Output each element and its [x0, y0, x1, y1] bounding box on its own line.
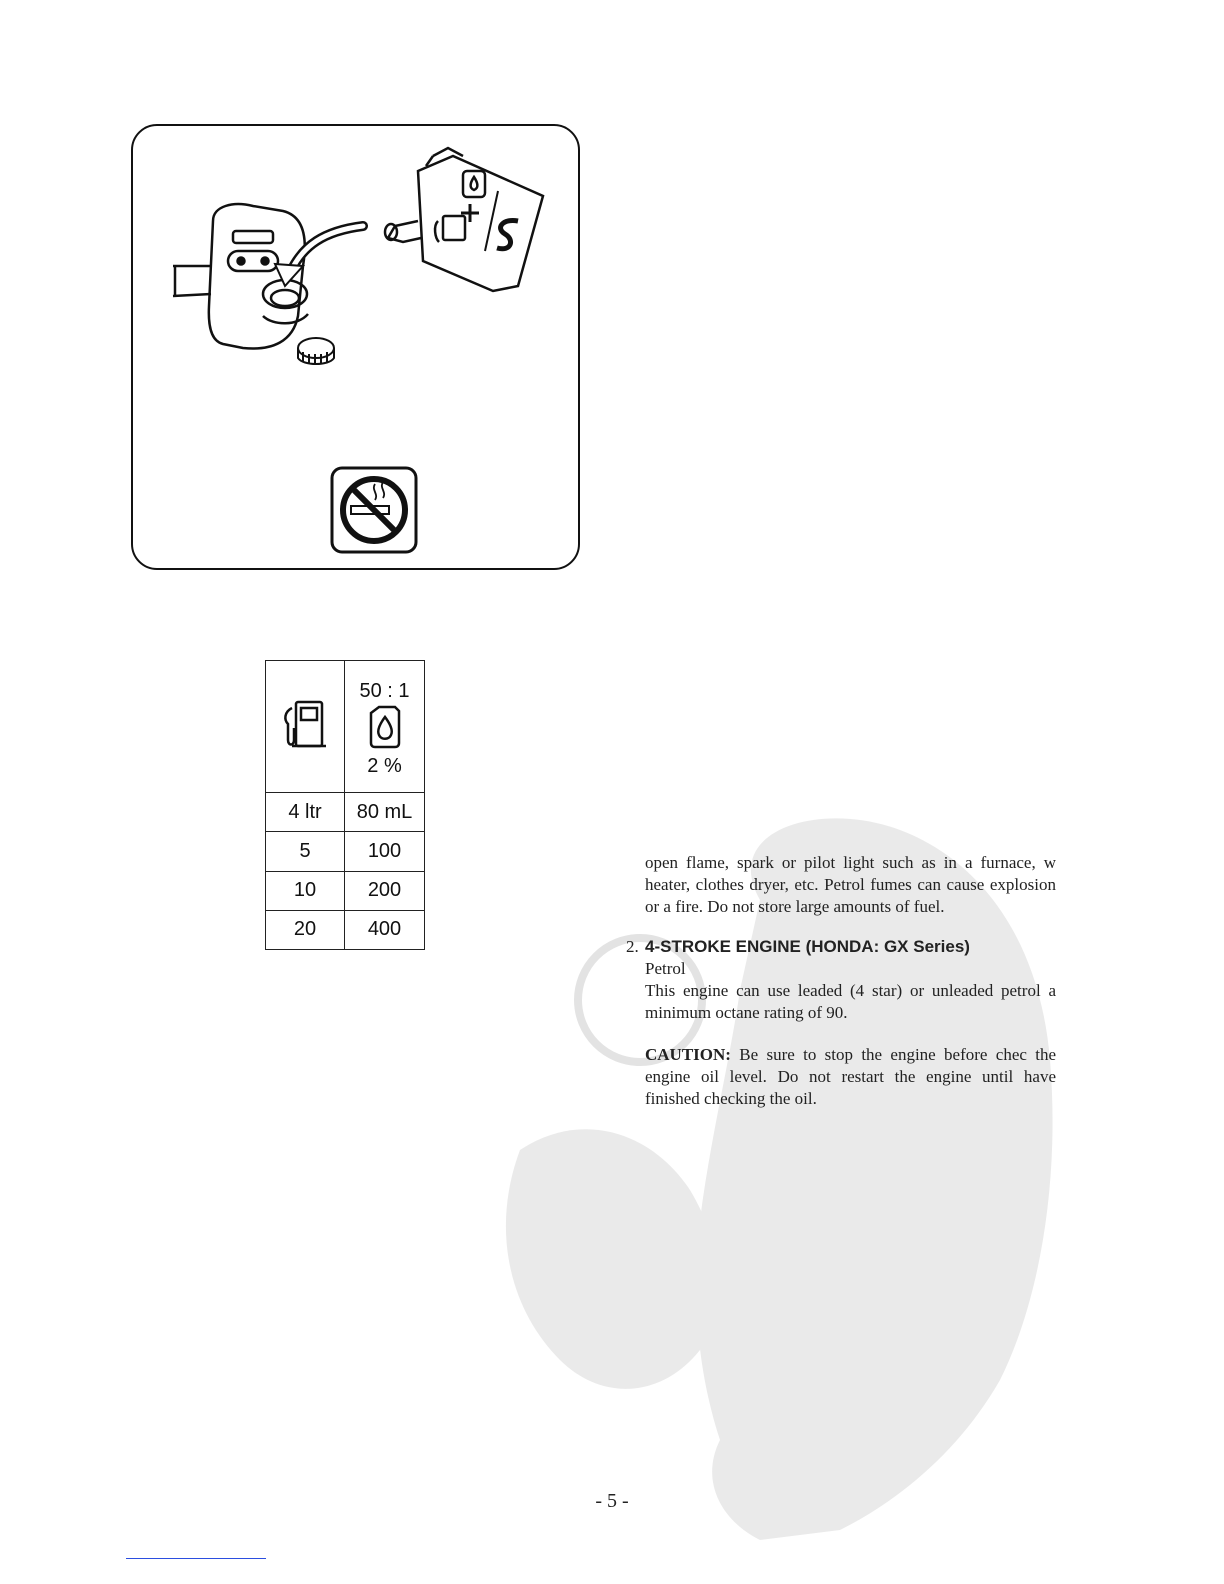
fuel-volume-cell: 10: [266, 871, 345, 910]
fueling-illustration-panel: [131, 124, 580, 570]
page-number: - 5 -: [595, 1490, 629, 1512]
oil-volume-cell: 80 mL: [345, 793, 425, 832]
table-header-row: [266, 661, 425, 793]
oil-can-icon: [365, 703, 405, 749]
fuel-header-cell: [266, 661, 345, 793]
table-row: [266, 871, 425, 910]
oil-volume-cell: 400: [345, 910, 425, 949]
pour-arrow-icon: [275, 226, 363, 286]
fuel-cap-icon: [298, 338, 334, 364]
caution-label: CAUTION:: [645, 1045, 731, 1064]
item-number: 2.: [626, 937, 639, 956]
mix-ratio: 50 : 1: [359, 679, 410, 702]
oil-volume-cell: 100: [345, 832, 425, 871]
no-smoking-icon: [332, 468, 416, 552]
footnote-rule: [126, 1558, 266, 1559]
fuel-volume-cell: 5: [266, 832, 345, 871]
section-item-2: [626, 936, 1056, 1110]
fuel-volume-cell: 20: [266, 910, 345, 949]
octane-paragraph: This engine can use leaded (4 star) or unleaded petrol a minimum octane rating of 90.: [645, 981, 1056, 1022]
table-row: [266, 832, 425, 871]
oil-volume-cell: 200: [345, 871, 425, 910]
caution-text: Be sure to stop the engine before chec the engine oil level. Do not restart the engine until have finished checking the oil.: [645, 1045, 1056, 1108]
instructions-text: [626, 852, 1056, 1110]
fuel-volume-cell: 4 ltr: [266, 793, 345, 832]
section-heading: 4-STROKE ENGINE (HONDA: GX Series): [645, 937, 970, 956]
table-row: [266, 793, 425, 832]
fumes-warning-paragraph: open flame, spark or pilot light such as in a furnace, w heater, clothes dryer, etc. Petrol fumes can cause explosion or a fire. Do not store large amounts of fuel.: [645, 853, 1056, 916]
fuel-mix-table: [265, 660, 425, 950]
oil-header-cell: [345, 661, 425, 793]
fuel-can-icon: [385, 148, 543, 291]
section-subheading: Petrol: [645, 959, 686, 978]
fuel-pump-icon: [280, 698, 330, 750]
caution-paragraph: [645, 1044, 1056, 1110]
mix-percent: 2 %: [367, 754, 402, 777]
table-row: [266, 910, 425, 949]
